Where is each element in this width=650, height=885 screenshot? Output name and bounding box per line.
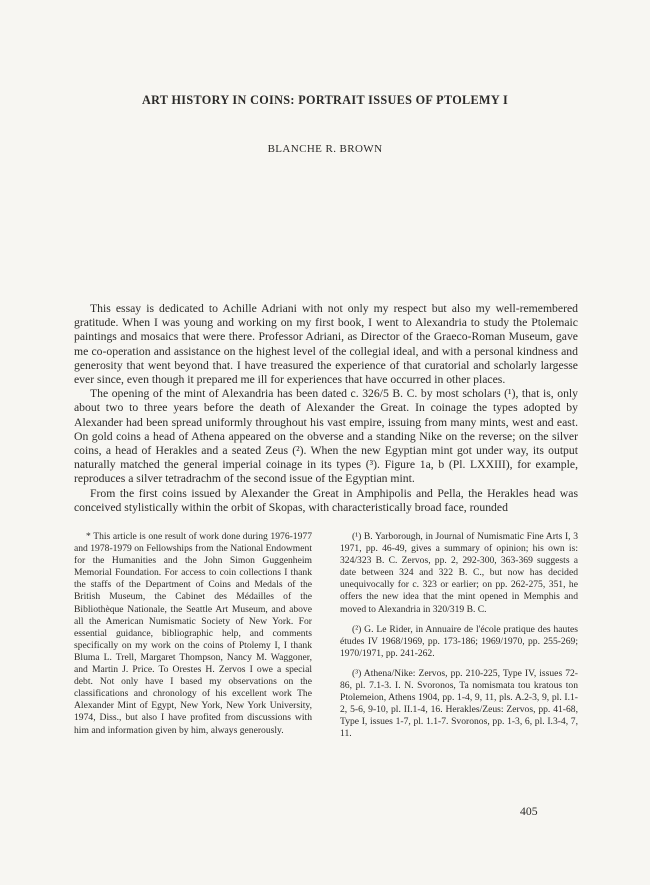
- body-text: [74, 302, 578, 515]
- article-title: ART HISTORY IN COINS: PORTRAIT ISSUES OF PTOLEMY I: [141, 93, 509, 107]
- footnote-column-left: [74, 531, 312, 749]
- body-paragraph: This essay is dedicated to Achille Adriani with not only my respect but also my well-remembered gratitude. When I was young and working on my first book, I went to Alexandria to study the Ptolemaic paintings and mosaics that were there. Professor Adriani, as Director of the Graeco-Roman Museum, gave me co-operation and assistance on the highest level of the collegial ideal, and with a personal kindness and generosity that went beyond that. I have treasured the experience of that curatorial and scholarly largesse ever since, even though it prepared me ill for experiences that have occurred in other places.: [74, 302, 578, 387]
- footnote: (²) G. Le Rider, in Annuaire de l'école pratique des hautes études IV 1968/1969, pp. 173-186; 1969/1970, pp. 255-269; 1970/1971, pp. 241-262.: [340, 623, 578, 659]
- footnote-column-right: [340, 531, 578, 749]
- footnotes: [74, 531, 578, 749]
- body-paragraph: The opening of the mint of Alexandria has been dated c. 326/5 B. C. by most scholars (¹), that is, only about two to three years before the death of Alexander the Great. In coinage the types adopted by Alexander had been spread uniformly throughout his vast empire, issuing from many mints, west and east. On gold coins a head of Athena appeared on the obverse and a standing Nike on the reverse; on the silver coins, a head of Herakles and a seated Zeus (²). When the new Egyptian mint got under way, its output naturally matched the general imperial coinage in its types (³). Figure 1a, b (Pl. LXXIII), for example, reproduces a silver tetradrachm of the second issue of the Egyptian mint.: [74, 387, 578, 486]
- body-paragraph: From the first coins issued by Alexander the Great in Amphipolis and Pella, the Herakles head was conceived stylistically within the orbit of Skopas, with characteristically broad face, rounded: [74, 486, 578, 514]
- page-number: 405: [520, 805, 538, 818]
- footnote: * This article is one result of work done during 1976-1977 and 1978-1979 on Fellowships from the National Endowment for the Humanities and the John Simon Guggenheim Memorial Foundation. For access to coin collections I thank the staffs of the Department of Coins and Medals of the British Museum, the Cabinet des Médailles of the Bibliothèque Nationale, the Seattle Art Museum, and above all the American Numismatic Society of New York. For essential guidance, bibliographic help, and comments specifically on my work on the coins of Ptolemy I, I thank Bluma L. Trell, Margaret Thompson, Nancy M. Waggoner, and Martin J. Price. To Orestes H. Zervos I owe a special debt. Not only have I based my observations on the classifications and chronology of his excellent work The Alexander Mint of Egypt, New York, New York University, 1974, Diss., but also I have profited from discussions with him and information given by him, always generously.: [74, 531, 312, 736]
- footnote: (³) Athena/Nike: Zervos, pp. 210-225, Type IV, issues 72-86, pl. 7.1-3. I. N. Svoronos, Ta nomismata tou kratous ton Ptolemeion, Athens 1904, pp. 1-4, 9, 11, pls. A.2-3, 9, pl. I.1-2, 5-6, 9-10, pl. II.1-4, 16. Herakles/Zeus: Zervos, pp. 41-68, Type I, issues 1-7, pl. 1.1-7. Svoronos, pp. 1-3, 6, pl. I.3-4, 7, 11.: [340, 667, 578, 740]
- author-name: BLANCHE R. BROWN: [267, 143, 383, 155]
- footnote: (¹) B. Yarborough, in Journal of Numismatic Fine Arts I, 3 1971, pp. 46-49, gives a summary of opinion; his own is: 324/323 B. C. Zervos, pp. 2, 292-300, 363-369 suggests a date between 324 and 322 B. C., but now has decided unequivocally for c. 323 or earlier; on pp. 262-275, 351, he offers the new idea that the mint opened in Memphis and moved to Alexandria in 320/319 B. C.: [340, 531, 578, 615]
